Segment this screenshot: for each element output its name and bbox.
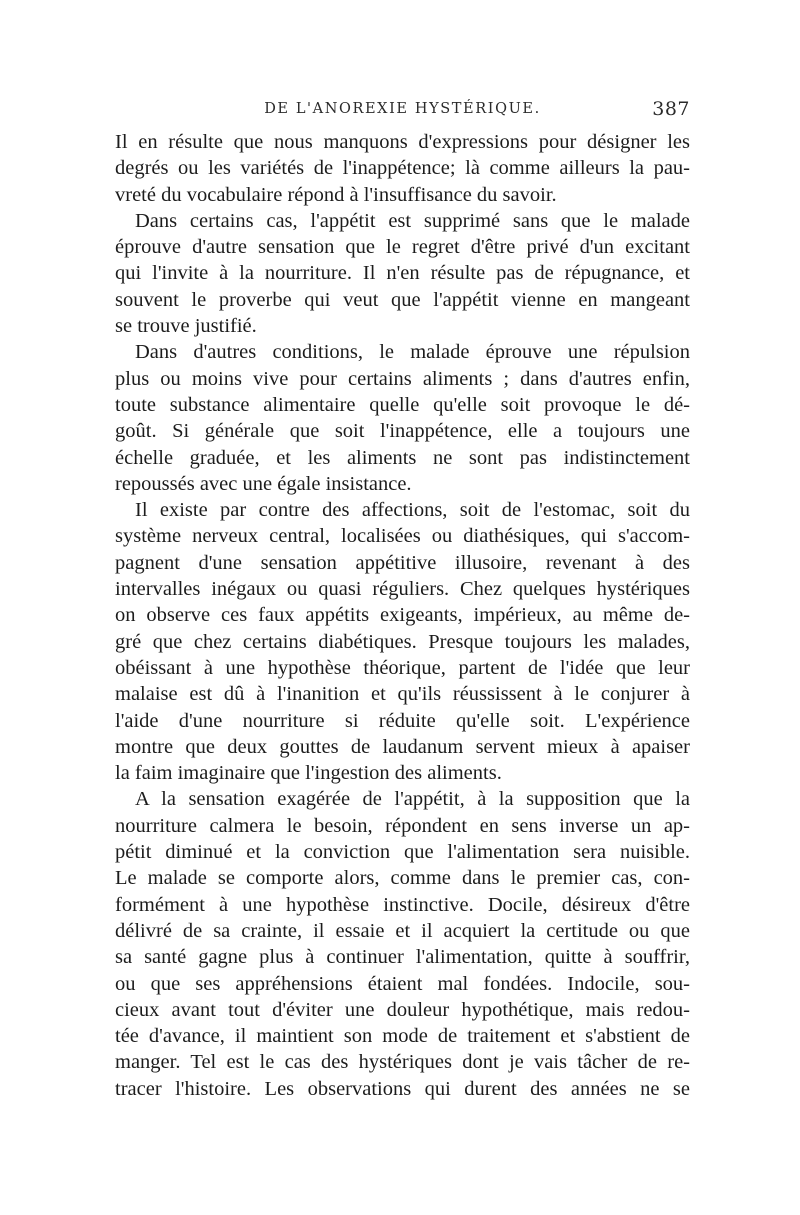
text-line: montre que deux gouttes de laudanum servent mieux à apaiser: [115, 735, 690, 758]
text-line: système nerveux central, localisées ou diathésiques, qui s'accom-: [115, 525, 690, 548]
text-line: toute substance alimentaire quelle qu'elle soit provoque le dé-: [115, 393, 690, 416]
page-number: 387: [652, 98, 690, 120]
text-line: se trouve justifié.: [115, 315, 257, 338]
text-line: on observe ces faux appétits exigeants, impérieux, au même de-: [115, 604, 690, 627]
paragraph: [115, 208, 690, 339]
text-line: souvent le proverbe qui veut que l'appétit vienne en mangeant: [115, 288, 690, 311]
paragraph: [115, 786, 690, 1102]
body-text: [115, 129, 690, 1102]
text-line: pagnent d'une sensation appétitive illusoire, revenant à des: [115, 551, 690, 574]
text-line: sa santé gagne plus à continuer l'alimentation, quitte à souffrir,: [115, 946, 690, 969]
text-line: degrés ou les variétés de l'inappétence; là comme ailleurs la pau-: [115, 157, 690, 180]
text-line: intervalles inégaux ou quasi réguliers. Chez quelques hystériques: [115, 578, 690, 601]
text-line: formément à une hypothèse instinctive. Docile, désireux d'être: [115, 893, 690, 916]
running-head: DE L'ANOREXIE HYSTÉRIQUE.: [264, 101, 541, 117]
text-line: éprouve d'autre sensation que le regret d'être privé d'un excitant: [115, 236, 690, 259]
text-line: la faim imaginaire que l'ingestion des aliments.: [115, 762, 502, 785]
text-line: échelle graduée, et les aliments ne sont pas indistinctement: [115, 446, 690, 469]
text-line: goût. Si générale que soit l'inappétence, elle a toujours une: [115, 420, 690, 443]
text-line: délivré de sa crainte, il essaie et il acquiert la certitude ou que: [115, 919, 690, 942]
text-line: A la sensation exagérée de l'appétit, à la supposition que la: [135, 788, 690, 811]
text-line: obéissant à une hypothèse théorique, partent de l'idée que leur: [115, 656, 690, 679]
text-line: Dans d'autres conditions, le malade éprouve une répulsion: [135, 341, 690, 364]
text-line: Dans certains cas, l'appétit est supprimé sans que le malade: [135, 209, 690, 232]
text-line: tée d'avance, il maintient son mode de traitement et s'abstient de: [115, 1025, 690, 1048]
text-line: Le malade se comporte alors, comme dans le premier cas, con-: [115, 867, 690, 890]
text-line: pétit diminué et la conviction que l'alimentation sera nuisible.: [115, 841, 690, 864]
text-line: gré que chez certains diabétiques. Presque toujours les malades,: [115, 630, 690, 653]
text-line: Il existe par contre des affections, soit de l'estomac, soit du: [135, 499, 690, 522]
text-line: manger. Tel est le cas des hystériques dont je vais tâcher de re-: [115, 1051, 690, 1074]
paragraph: [115, 129, 690, 208]
text-line: repoussés avec une égale insistance.: [115, 472, 412, 495]
text-line: l'aide d'une nourriture si réduite qu'elle soit. L'expérience: [115, 709, 690, 732]
paragraph: [115, 339, 690, 497]
text-line: Il en résulte que nous manquons d'expressions pour désigner les: [115, 131, 690, 153]
text-line: nourriture calmera le besoin, répondent en sens inverse un ap-: [115, 814, 690, 837]
text-line: malaise est dû à l'inanition et qu'ils réussissent à le conjurer à: [115, 683, 690, 706]
text-line: vreté du vocabulaire répond à l'insuffisance du savoir.: [115, 183, 557, 206]
text-line: cieux avant tout d'éviter une douleur hypothétique, mais redou-: [115, 998, 690, 1021]
text-line: tracer l'histoire. Les observations qui durent des années ne se: [115, 1077, 690, 1100]
text-line: ou que ses appréhensions étaient mal fondées. Indocile, sou-: [115, 972, 690, 995]
paragraph: [115, 497, 690, 786]
text-line: plus ou moins vive pour certains aliments ; dans d'autres enfin,: [115, 367, 690, 390]
text-line: qui l'invite à la nourriture. Il n'en résulte pas de répugnance, et: [115, 262, 690, 285]
page-header: [115, 98, 690, 122]
